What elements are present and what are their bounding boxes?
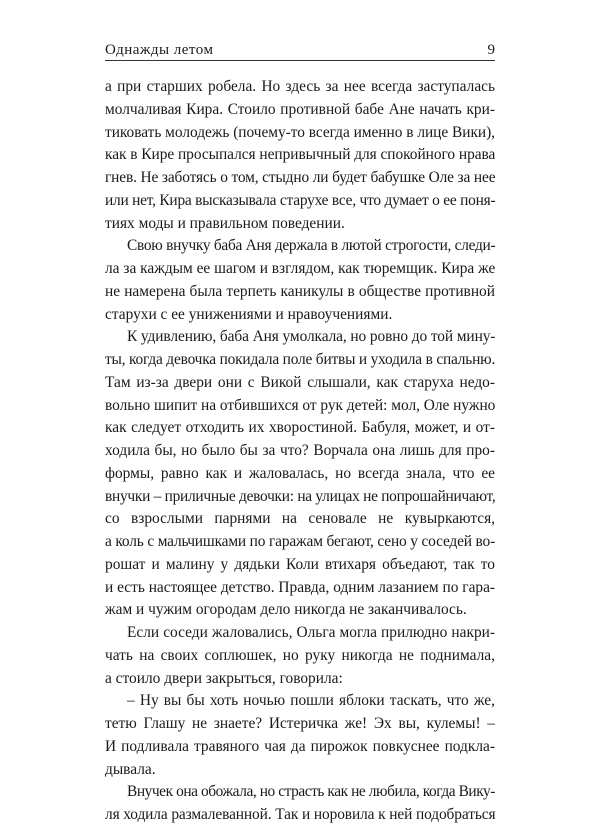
text-line: Свою внучку баба Аня держала в лютой строгости, следи-	[127, 237, 496, 255]
text-line: а стоило двери закрыться, говорила:	[105, 669, 343, 687]
text-line: Если соседи жаловались, Ольга могла прилюдно накри-	[127, 624, 495, 641]
text-line: И подливала травяного чая да пирожок повкуснее подкла-	[105, 737, 495, 755]
running-header-title: Однажды летом	[105, 42, 214, 58]
paragraph	[105, 622, 495, 690]
text-line: К удивлению, баба Аня умолкала, но ровно до той мину-	[127, 328, 496, 346]
text-line: ты, когда девочка покидала поле битвы и уходила в спальню.	[105, 351, 496, 368]
text-line: тетю Глашу не знаете? Истеричка же! Эх вы, кулемы! –	[105, 715, 495, 732]
text-line: а при старших робела. Но здесь за нее всегда заступалась	[105, 78, 495, 95]
text-line: тиковать молодежь (почему-то всегда именно в лице Вики),	[105, 123, 495, 141]
page-number: 9	[487, 42, 495, 58]
running-header	[105, 36, 495, 60]
text-line: жам и чужим огородам дело никогда не заканчивалось.	[105, 601, 467, 619]
body-text	[105, 76, 495, 827]
text-line: или нет, Кира высказывала старухе все, что думает о ее поня-	[105, 191, 496, 209]
text-line: а коль с мальчишками по гаражам бегают, сено у соседей во-	[105, 533, 496, 550]
text-line: как в Кире просыпался непривычный для спокойного нрава	[105, 146, 496, 164]
text-line: не намерена была терпеть каникулы в обществе противной	[105, 282, 495, 300]
text-line: Там из-за двери они с Викой слышали, как старуха недо-	[105, 373, 495, 391]
text-line: вольно шипит на отбившихся от рук детей: мол, Оле нужно	[105, 396, 496, 414]
text-line: Внучек она обожала, но страсть как не любила, когда Вику-	[127, 783, 495, 801]
text-line: тиях моды и правильном поведении.	[105, 214, 345, 232]
text-line: внучки – приличные девочки: на улицах не попрошайничают,	[105, 487, 496, 505]
paragraph	[105, 326, 495, 622]
header-divider	[105, 60, 495, 61]
paragraph	[105, 690, 495, 781]
paragraph	[105, 781, 495, 827]
paragraph	[105, 76, 495, 235]
text-line: ля ходила размалеванной. Так и норовила к ней подобраться	[105, 806, 496, 823]
text-line: старухи с ее унижениями и нравоучениями.	[105, 305, 393, 323]
text-line: чать на своих соплюшек, но руку никогда не поднимала,	[105, 646, 495, 664]
text-line: – Ну вы бы хоть ночью пошли яблоки таскать, что же,	[127, 692, 495, 710]
text-line: ходила бы, но было бы за что? Ворчала она лишь для про-	[105, 442, 495, 459]
text-line: и есть настоящее детство. Правда, одним лазанием по гара-	[105, 578, 495, 596]
text-line: рошат и малину у дядьки Коли втихаря объедают, так то	[105, 555, 495, 573]
paragraph	[105, 235, 495, 326]
text-line: гнев. Не заботясь о том, стыдно ли будет бабушке Оле за нее	[105, 169, 496, 186]
text-line: как следует отходить их хворостиной. Бабуля, может, и от-	[105, 419, 495, 437]
text-line: ла за каждым ее шагом и взглядом, как тюремщик. Кира же	[105, 260, 496, 277]
text-line: формы, равно как и жаловалась, но всегда знала, что ее	[105, 464, 495, 482]
text-line: со взрослыми парнями на сеновале не кувыркаются,	[105, 510, 495, 528]
text-line: молчаливая Кира. Стоило противной бабе Ане начать кри-	[105, 100, 495, 118]
text-line: дывала.	[105, 760, 156, 778]
